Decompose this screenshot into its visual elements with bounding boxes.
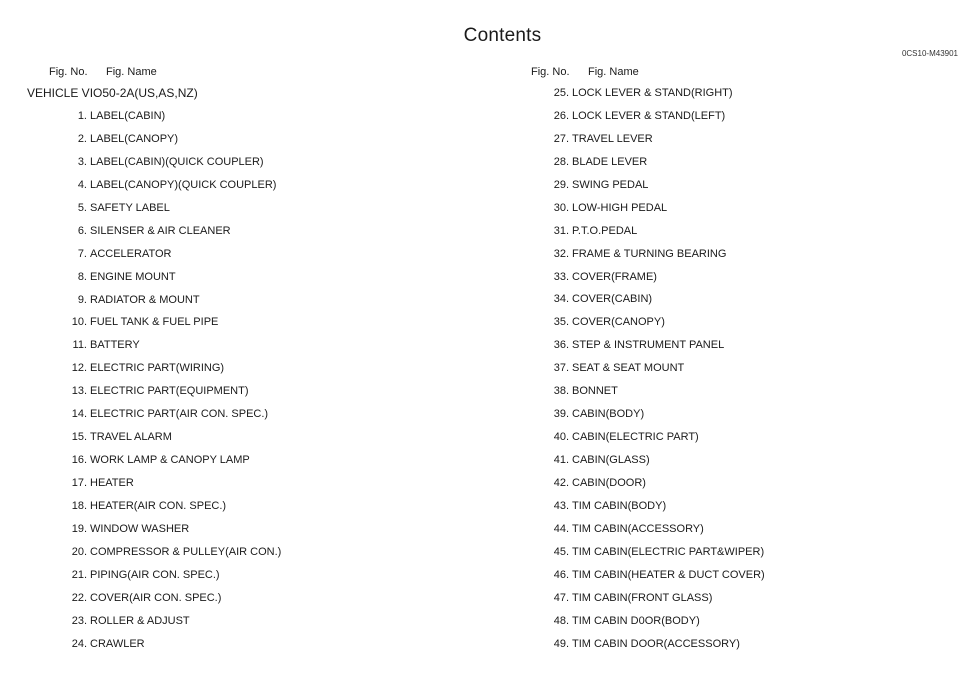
- fig-number: 45.: [553, 545, 569, 558]
- fig-name: BATTERY: [90, 339, 140, 352]
- fig-name: ELECTRIC PART(EQUIPMENT): [90, 385, 249, 398]
- fig-number: 27.: [553, 132, 569, 145]
- fig-name: PIPING(AIR CON. SPEC.): [90, 568, 220, 581]
- fig-name: BLADE LEVER: [572, 155, 648, 168]
- fig-number: 8.: [77, 270, 87, 283]
- fig-number: 24.: [71, 637, 87, 650]
- fig-name: TIM CABIN DOOR(ACCESSORY): [572, 637, 740, 650]
- fig-number: 6.: [77, 224, 87, 237]
- fig-number: 49.: [553, 637, 569, 650]
- fig-name: LABEL(CABIN)(QUICK COUPLER): [90, 155, 264, 168]
- fig-number: 40.: [553, 431, 569, 444]
- fig-number: 4.: [77, 178, 87, 191]
- fig-number: 9.: [77, 293, 87, 306]
- fig-name-header: Fig. Name: [106, 66, 157, 78]
- fig-name: CRAWLER: [90, 637, 145, 650]
- fig-number: 25.: [553, 87, 569, 99]
- fig-name: CABIN(DOOR): [572, 476, 646, 489]
- fig-number: 47.: [553, 591, 569, 604]
- fig-name: TIM CABIN D0OR(BODY): [572, 614, 700, 627]
- fig-name: TIM CABIN(HEATER & DUCT COVER): [572, 568, 765, 581]
- fig-name: COVER(CABIN): [572, 293, 653, 306]
- fig-name: SEAT & SEAT MOUNT: [572, 362, 685, 375]
- fig-name: WINDOW WASHER: [90, 522, 190, 535]
- fig-number: 29.: [553, 178, 569, 191]
- fig-name: LOCK LEVER & STAND(RIGHT): [572, 87, 733, 99]
- fig-number: 38.: [553, 385, 569, 398]
- fig-name: SWING PEDAL: [572, 178, 649, 191]
- fig-name: P.T.O.PEDAL: [572, 224, 638, 237]
- fig-name: COVER(CANOPY): [572, 316, 665, 329]
- fig-number: 31.: [553, 224, 569, 237]
- fig-number: 15.: [71, 431, 87, 444]
- fig-name: BONNET: [572, 385, 618, 398]
- fig-name: FUEL TANK & FUEL PIPE: [90, 316, 219, 329]
- fig-number: 21.: [71, 568, 87, 581]
- fig-number: 44.: [553, 522, 569, 535]
- fig-number: 46.: [553, 568, 569, 581]
- fig-number: 39.: [553, 408, 569, 421]
- fig-name: LOCK LEVER & STAND(LEFT): [572, 109, 726, 122]
- fig-number: 42.: [553, 476, 569, 489]
- fig-number: 23.: [71, 614, 87, 627]
- fig-number: 10.: [71, 316, 87, 329]
- fig-number: 35.: [553, 316, 569, 329]
- fig-number: 13.: [71, 385, 87, 398]
- fig-name: HEATER: [90, 477, 134, 489]
- fig-number: 1.: [77, 110, 87, 122]
- fig-number: 16.: [71, 454, 87, 467]
- fig-name: COVER(AIR CON. SPEC.): [90, 591, 222, 604]
- fig-name: CABIN(ELECTRIC PART): [572, 431, 699, 444]
- fig-name: WORK LAMP & CANOPY LAMP: [90, 454, 250, 467]
- fig-name: TIM CABIN(BODY): [572, 499, 667, 512]
- fig-number: 22.: [71, 591, 87, 604]
- fig-name: CABIN(GLASS): [572, 454, 650, 466]
- fig-name: SILENSER & AIR CLEANER: [90, 224, 231, 237]
- fig-number: 30.: [553, 201, 569, 214]
- fig-number: 7.: [77, 247, 87, 260]
- fig-number: 19.: [71, 522, 87, 535]
- fig-number: 11.: [72, 339, 87, 352]
- fig-number: 2.: [77, 132, 87, 145]
- fig-name: TIM CABIN(ELECTRIC PART&WIPER): [572, 545, 765, 558]
- fig-name-header: Fig. Name: [588, 66, 639, 78]
- fig-name: ELECTRIC PART(WIRING): [90, 362, 225, 375]
- fig-number: 18.: [71, 499, 87, 512]
- fig-name: ACCELERATOR: [90, 247, 172, 260]
- fig-number: 26.: [553, 109, 569, 122]
- fig-name: RADIATOR & MOUNT: [90, 293, 200, 306]
- fig-name: CABIN(BODY): [572, 408, 645, 421]
- fig-no-header: Fig. No.: [49, 66, 88, 78]
- fig-number: 14.: [71, 408, 87, 421]
- fig-no-header: Fig. No.: [531, 66, 570, 78]
- fig-name: LABEL(CANOPY)(QUICK COUPLER): [90, 178, 277, 191]
- page-title: Contents: [463, 25, 542, 46]
- fig-number: 34.: [553, 293, 569, 306]
- fig-name: COMPRESSOR & PULLEY(AIR CON.): [90, 545, 282, 558]
- fig-number: 12.: [71, 362, 87, 375]
- fig-name: HEATER(AIR CON. SPEC.): [90, 499, 227, 512]
- fig-name: LOW-HIGH PEDAL: [572, 201, 668, 214]
- fig-name: TRAVEL LEVER: [572, 132, 653, 145]
- fig-name: STEP & INSTRUMENT PANEL: [572, 339, 725, 352]
- fig-name: COVER(FRAME): [572, 270, 657, 283]
- fig-name: ROLLER & ADJUST: [90, 614, 190, 627]
- fig-name: ELECTRIC PART(AIR CON. SPEC.): [90, 408, 269, 421]
- fig-name: FRAME & TURNING BEARING: [572, 247, 727, 260]
- fig-number: 28.: [553, 155, 569, 168]
- fig-number: 36.: [553, 339, 569, 352]
- fig-name: TIM CABIN(FRONT GLASS): [572, 591, 713, 604]
- fig-name: ENGINE MOUNT: [90, 270, 176, 283]
- fig-number: 32.: [553, 247, 569, 260]
- fig-number: 43.: [553, 499, 569, 512]
- fig-number: 33.: [553, 270, 569, 283]
- fig-number: 48.: [553, 614, 569, 627]
- vehicle-heading: VEHICLE VIO50-2A(US,AS,NZ): [27, 86, 198, 100]
- fig-name: LABEL(CANOPY): [90, 132, 179, 145]
- fig-name: SAFETY LABEL: [90, 201, 170, 214]
- document-code: 0CS10-M43901: [901, 49, 958, 58]
- fig-number: 3.: [77, 155, 87, 168]
- fig-name: LABEL(CABIN): [90, 110, 166, 122]
- fig-number: 5.: [77, 201, 87, 214]
- fig-number: 17.: [71, 477, 87, 489]
- fig-number: 20.: [71, 545, 87, 558]
- fig-number: 41.: [553, 454, 569, 466]
- fig-number: 37.: [553, 362, 569, 375]
- fig-name: TIM CABIN(ACCESSORY): [572, 522, 704, 535]
- fig-name: TRAVEL ALARM: [90, 431, 172, 444]
